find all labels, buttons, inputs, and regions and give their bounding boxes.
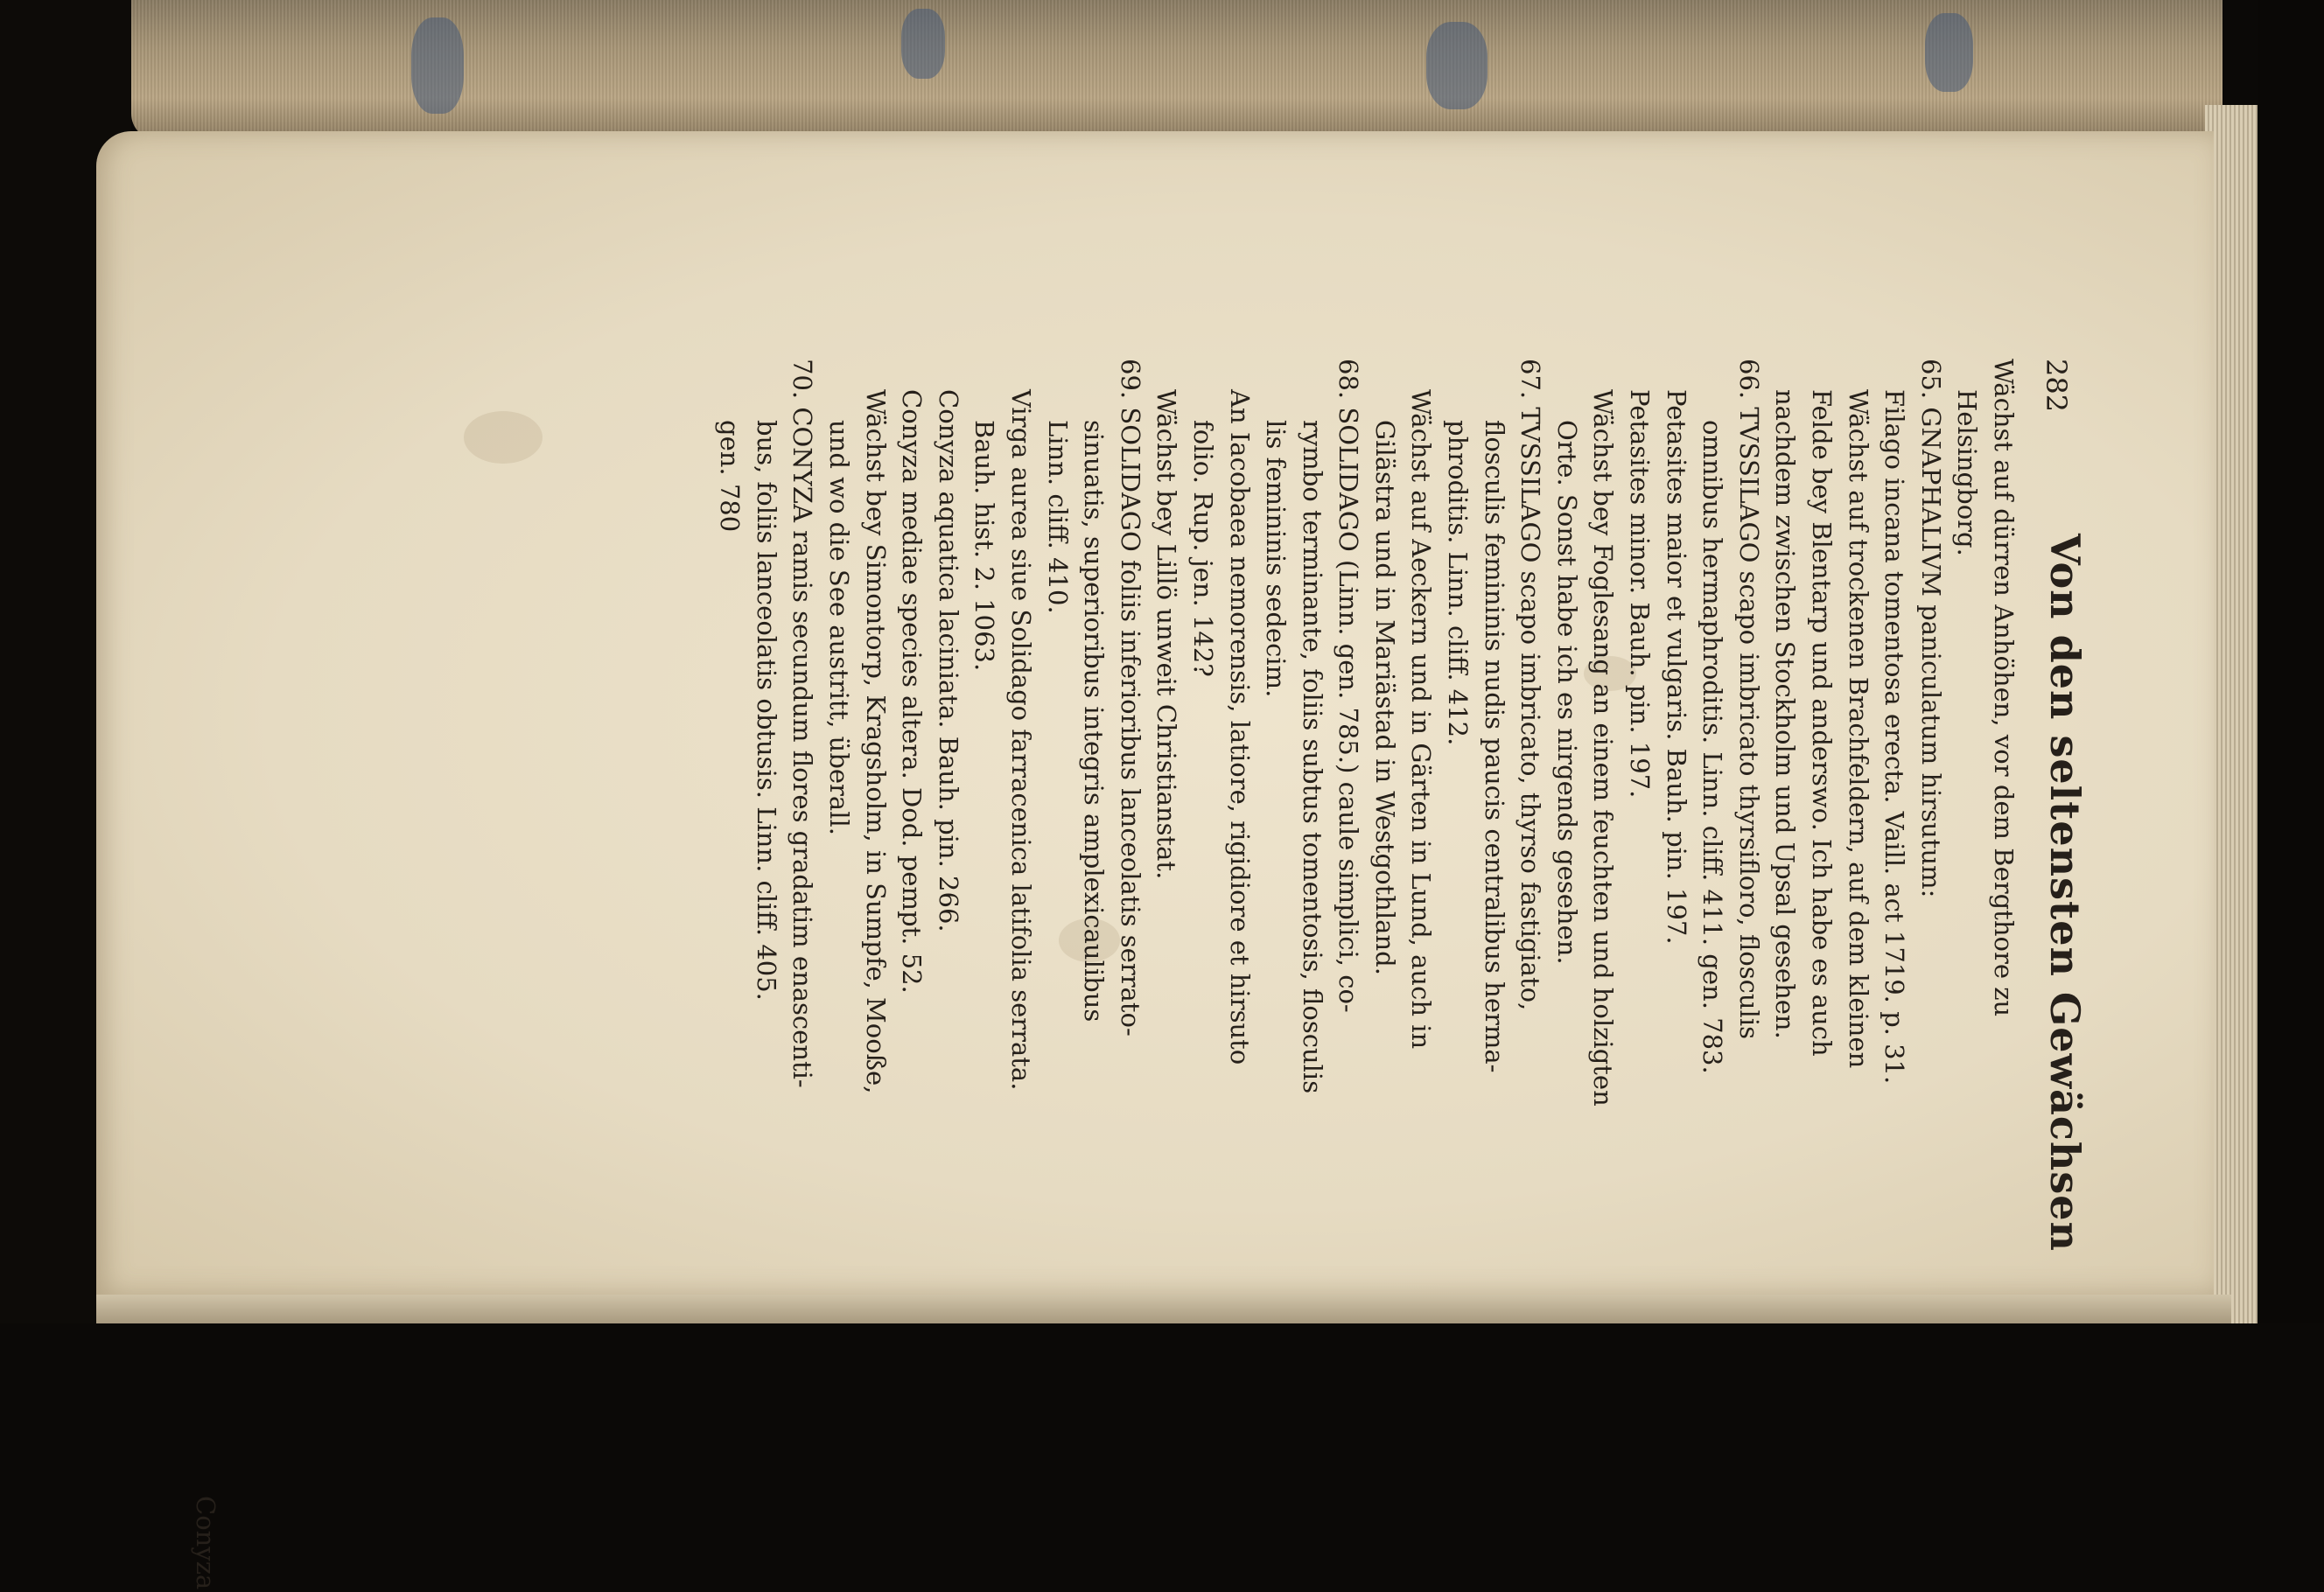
text-line: Filago incana tomentosa erecta. Vaill. act 1719. p. 31. [1880, 389, 1910, 1085]
text-line: Wächst auf trockenen Brachfeldern, auf dem kleinen [1843, 389, 1873, 1069]
text-line: omnibus hermaphroditis. Linn. cliff. 411. gen. 783. [1698, 420, 1728, 1074]
text-line: 68. SOLIDAGO (Linn. gen. 785.) caule simplici, co- [1334, 359, 1364, 1013]
text-line: Virga aurea siue Solidago farracenica latifolia serrata. [1005, 389, 1036, 1091]
page-header [2021, 341, 2089, 1592]
text-line: phroditis. Linn. cliff. 412. [1443, 420, 1474, 746]
text-line: 67. TVSSILAGO scapo imbricato, thyrso fastigiato, [1516, 359, 1546, 1011]
text-line: 65. GNAPHALIVM paniculatum hirsutum: [1915, 359, 1946, 898]
text-line: folio. Rup. jen. 142? [1187, 420, 1218, 677]
background-right [2258, 0, 2324, 1323]
catchword: Conyza [191, 1496, 220, 1590]
text-line: sinuatis, superioribus integris amplexicaulibus [1079, 420, 1110, 1023]
text-line: Orte. Sonst habe ich es nirgends gesehen. [1551, 420, 1582, 965]
text-line: nachdem zwischen Stockholm und Upsal gesehen. [1770, 389, 1801, 1039]
text-line: An Iacobaea nemorensis, latiore, rigidiore et hirsuto [1224, 389, 1255, 1065]
text-line: Conyza mediae species altera. Dod. pempt. 52. [897, 389, 928, 994]
text-line: flosculis femininis nudis paucis centralibus herma- [1479, 420, 1509, 1073]
text-line: Conyza aquatica laciniata. Bauh. pin. 266. [933, 389, 963, 932]
text-line: 69. SOLIDAGO foliis inferioribus lanceolatis serrato- [1115, 359, 1145, 1037]
text-line: 66. TVSSILAGO scapo imbricato thyrsifloro, flosculis [1733, 359, 1764, 1039]
text-line: Wächst auf Aeckern und in Gärten in Lund, auch in [1406, 389, 1437, 1050]
text-line: Petasites maior et vulgaris. Bauh. pin. 197. [1661, 389, 1691, 945]
page-edges-top [131, 0, 2222, 140]
text-line: Wächst bey Simontorp, Kragsholm, in Sumpfe, Mooße, [860, 389, 891, 1094]
text-line: bus, foliis lanceolatis obtusis. Linn. cliff. 405. [751, 420, 781, 1001]
text-line: rymbo terminante, foliis subtus tomentosis, flosculis [1297, 420, 1327, 1094]
page-text-block [70, 341, 2089, 1592]
running-title: Von den seltensten Gewächsen [2041, 534, 2089, 1252]
page-number: 282 [2040, 359, 2073, 413]
text-line: Petasites minor. Bauh. pin. 197. [1625, 389, 1656, 799]
text-line: lis femininis sedecim. [1261, 420, 1292, 698]
text-line: Felde bey Blentarp und anderswo. Ich habe es auch [1807, 389, 1838, 1057]
text-line: 70. CONYZA ramis secundum flores gradatim enascenti- [788, 359, 818, 1088]
text-line: Wächst bey Foglesang an einem feuchten und holzigten [1588, 389, 1619, 1107]
text-line: gen. 780 [715, 420, 746, 533]
text-line: und wo die See austritt, überall. [824, 420, 854, 835]
text-line: Bauh. hist. 2. 1063. [970, 420, 1000, 672]
page-body [711, 341, 2021, 1592]
text-line: Gilästra und in Mariästad in Westgothland. [1369, 420, 1400, 975]
text-line: Linn. cliff. 410. [1042, 420, 1073, 614]
text-line: Wächst auf dürren Anhöhen, vor dem Bergthore zu [1989, 359, 2019, 1017]
text-line: Helsingborg. [1952, 389, 1983, 556]
text-line: Wächst bey Lillö unweit Christianstat. [1152, 389, 1182, 880]
